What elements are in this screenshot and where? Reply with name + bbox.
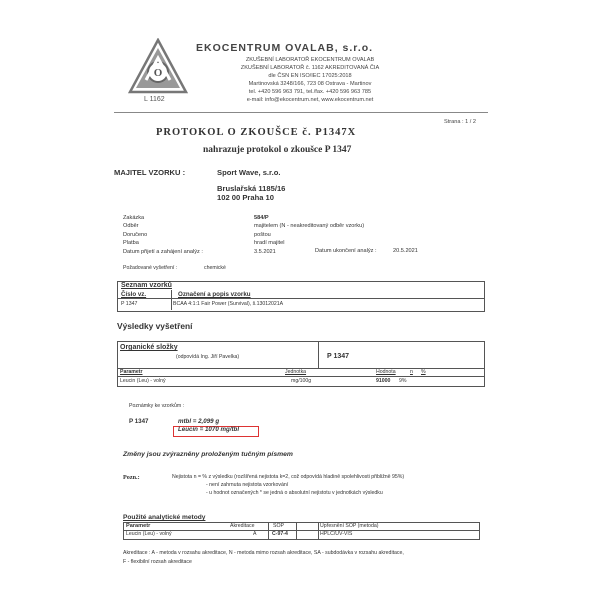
meta-value: 584/P	[254, 215, 269, 221]
methods-col-divider	[318, 522, 319, 539]
results-col-value: Hodnota	[376, 369, 396, 375]
result-row-param: Leucin (Leu) - volný	[120, 378, 166, 384]
company-line: ZKUŠEBNÍ LABORATOŘ č. 1162 AKREDITOVANÁ ČIA	[240, 65, 380, 72]
methods-col-divider	[268, 522, 269, 539]
owner-street: Bruslařská 1185/16	[217, 184, 286, 193]
company-details	[210, 56, 410, 105]
remark-line: - není zahrnuta nejistota vzorkování	[206, 482, 289, 488]
samples-header-divider	[117, 298, 484, 299]
sample-row-no: P 1347	[121, 301, 138, 307]
note-line-1: mtbl = 2,099 g	[178, 418, 220, 425]
methods-col-param: Parametr	[126, 523, 151, 529]
results-heading: Výsledky vyšetření	[117, 321, 193, 331]
meta-value: 3.5.2021	[254, 248, 276, 255]
company-line: tel. +420 596 963 791, tel./fax. +420 596 963 785	[248, 89, 372, 96]
method-row-param: Leucin (Leu) - volný	[126, 531, 172, 537]
results-col-unit: Jednotka	[285, 369, 307, 375]
meta-label: Odběr	[123, 223, 139, 230]
results-col-param: Parametr	[120, 369, 143, 375]
results-sample: P 1347	[327, 353, 350, 360]
logo-code: L 1162	[144, 96, 165, 103]
requested-label: Požadované vyšetření :	[123, 265, 178, 271]
methods-col-sop: SOP	[273, 523, 284, 529]
meta-value: hradí majitel	[254, 240, 285, 247]
results-col-divider	[318, 341, 319, 368]
samples-title: Seznam vzorků	[121, 282, 172, 289]
methods-header-divider	[123, 530, 479, 531]
results-group: Organické složky	[120, 344, 178, 351]
remark-line: - u hodnot označených * se jedná o absolutní nejistotu v jednotkách výsledku	[206, 490, 383, 496]
results-col-pct: %	[421, 369, 426, 375]
end-date-label: Datum ukončení analýz :	[315, 248, 377, 254]
method-row-sop: C-97-4	[272, 531, 288, 537]
requested-value: chemické	[204, 265, 226, 271]
samples-table	[117, 281, 485, 312]
methods-col-desc: Upřesnění SOP (metoda)	[320, 523, 379, 529]
ekocentrum-logo	[128, 38, 190, 96]
methods-title: Použité analytické metody	[123, 514, 206, 521]
note-line-2: Leucin = 1070 mg/tbl	[178, 426, 240, 433]
results-col-n: n	[410, 369, 413, 375]
method-row-accr: A	[253, 531, 257, 537]
company-line: Martinovská 3248/166, 723 08 Ostrava - Martinov	[248, 81, 372, 88]
footer-line: F - flexibilní rozsah akreditace	[123, 559, 192, 565]
logo-letter: O	[153, 67, 163, 79]
result-row-pct: 9%	[399, 378, 407, 384]
samples-col-divider	[171, 290, 172, 310]
sample-row-desc: BCAA 4:1:1 Fair Power (Survival), š.13012021A	[173, 301, 284, 307]
page-number: Strana : 1 / 2	[444, 119, 477, 125]
note-sample: P 1347	[129, 418, 149, 425]
changes-note: Změny jsou zvýrazněny proloženým tučným písmem	[123, 451, 293, 458]
samples-col-no: Číslo vz.	[121, 291, 147, 298]
meta-label: Datum přijetí a zahájení analýz :	[123, 248, 203, 255]
company-line: ZKUŠEBNÍ LABORATOŘ EKOCENTRUM OVALAB	[245, 57, 375, 63]
results-responsible: (odpovídá Ing. Jiří Pavelka)	[176, 354, 240, 360]
meta-labels	[123, 214, 203, 256]
owner-city: 102 00 Praha 10	[217, 193, 274, 202]
methods-col-accr: Akreditace	[230, 523, 255, 529]
meta-label: Platba	[123, 240, 139, 247]
result-row-unit: mg/100g	[291, 378, 312, 384]
report-subtitle: nahrazuje protokol o zkoušce P 1347	[203, 145, 352, 155]
meta-value: majitelem (N - neakreditovaný odběr vzorku)	[254, 223, 365, 230]
method-row-desc: HPLC/UV-VIS	[320, 531, 353, 537]
result-row-value: 91000	[376, 378, 391, 384]
owner-name: Sport Wave, s.r.o.	[217, 168, 281, 177]
notes-label: Poznámky ke vzorkům :	[129, 403, 185, 409]
meta-label: Zakázka	[123, 215, 145, 221]
meta-label: Doručeno	[123, 231, 148, 238]
owner-label: MAJITEL VZORKU :	[114, 168, 186, 177]
meta-value: poštou	[254, 231, 271, 238]
company-line: e-mail: info@ekocentrum.net, www.ekocentrum.net	[246, 97, 374, 104]
report-title: PROTOKOL O ZKOUŠCE č. P1347X	[156, 127, 357, 138]
methods-col-divider	[296, 522, 297, 539]
end-date-value: 20.5.2021	[393, 248, 418, 254]
company-name: EKOCENTRUM OVALAB, s.r.o.	[196, 42, 374, 54]
remark-line: Nejistota n = % z výsledku (rozšířená nejistota k=2, což odpovídá hladině spolehlivosti přibližně 95%)	[172, 474, 405, 480]
header-divider	[114, 112, 488, 113]
footer-line: Akreditace : A - metoda v rozsahu akreditace, N - metoda mimo rozsah akreditace, SA - subdodávka v rozsahu akreditace,	[123, 550, 404, 556]
samples-col-desc: Označení a popis vzorku	[178, 291, 251, 298]
results-header-bottom	[117, 376, 484, 377]
company-line: dle ČSN EN ISO/IEC 17025:2018	[268, 73, 352, 80]
methods-table	[123, 522, 480, 540]
remarks-label: Pozn.:	[123, 474, 140, 481]
